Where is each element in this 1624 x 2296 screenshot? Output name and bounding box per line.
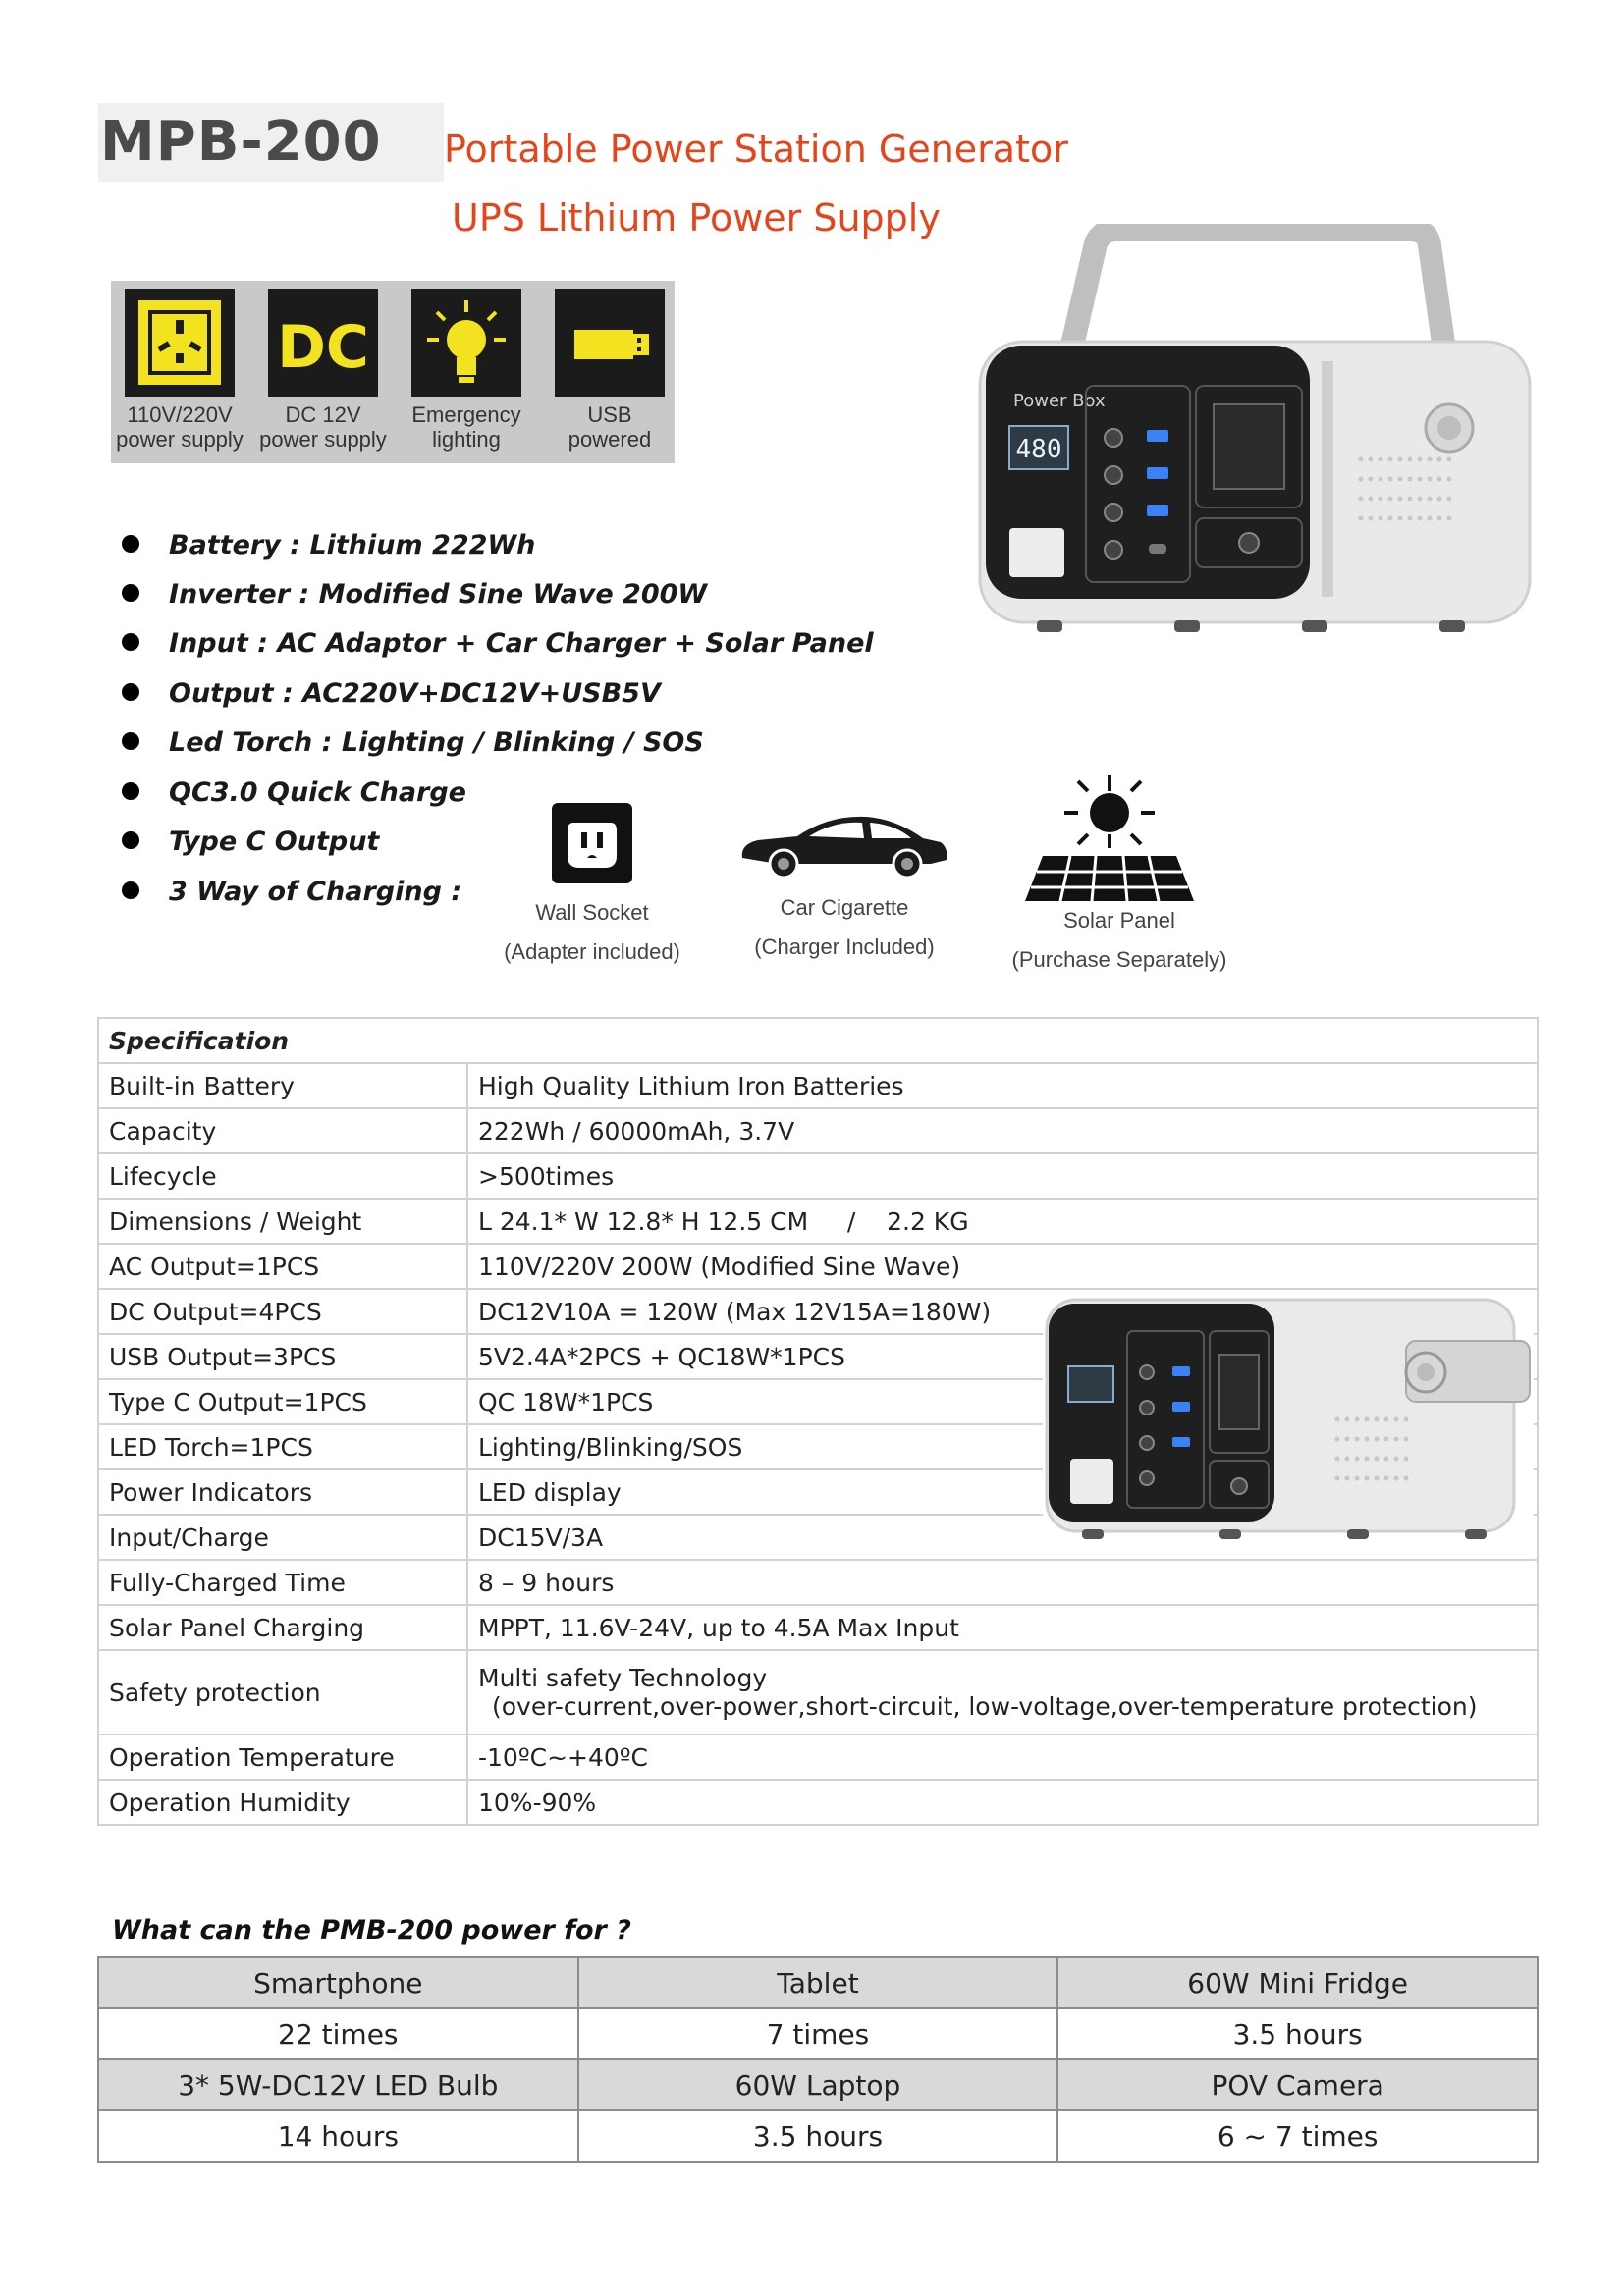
table-row — [98, 1199, 1538, 1244]
spec-key: DC Output=4PCS — [98, 1289, 467, 1334]
feature-light-line2: lighting — [432, 427, 501, 452]
power-cell: 60W Mini Fridge — [1057, 1957, 1538, 2008]
spec-value: L 24.1* W 12.8* H 12.5 CM / 2.2 KG — [467, 1199, 1538, 1244]
spec-title: Specification — [98, 1018, 1538, 1063]
power-cell: 7 times — [578, 2008, 1058, 2059]
spec-value-safety — [467, 1650, 1538, 1735]
power-cell: 14 hours — [98, 2110, 578, 2162]
spec-value: >500times — [467, 1153, 1538, 1199]
charging-solar-line2: (Purchase Separately) — [1011, 947, 1227, 972]
bullet-dot — [122, 683, 139, 701]
spec-key: Fully-Charged Time — [98, 1560, 467, 1605]
table-row — [98, 1605, 1538, 1650]
bullet-dot — [122, 782, 139, 800]
spec-value: 5V2.4A*2PCS + QC18W*1PCS — [467, 1334, 1538, 1379]
feature-dc-line1: DC 12V — [285, 402, 361, 427]
table-row — [98, 2059, 1538, 2110]
table-row — [98, 1063, 1538, 1108]
spec-key: Capacity — [98, 1108, 467, 1153]
bullet-inverter — [122, 579, 707, 610]
spec-key: AC Output=1PCS — [98, 1244, 467, 1289]
power-cell: 22 times — [98, 2008, 578, 2059]
charging-car-line1: Car Cigarette — [780, 895, 909, 920]
bullet-battery — [122, 530, 535, 561]
charging-wall — [469, 893, 715, 972]
feature-ac — [111, 281, 248, 463]
spec-key: USB Output=3PCS — [98, 1334, 467, 1379]
power-cell: Smartphone — [98, 1957, 578, 2008]
spec-value: Lighting/Blinking/SOS — [467, 1424, 1538, 1469]
power-cell: POV Camera — [1057, 2059, 1538, 2110]
spec-title-row — [98, 1018, 1538, 1063]
feature-usb — [541, 281, 678, 463]
wall-socket-icon — [552, 803, 632, 883]
bullet-dot — [122, 535, 139, 553]
spec-key: Dimensions / Weight — [98, 1199, 467, 1244]
table-row — [98, 2110, 1538, 2162]
bullet-text: Inverter : Modified Sine Wave 200W — [169, 579, 708, 610]
bullet-qc — [122, 777, 466, 808]
safety-line2: (over-current,over-power,short-circuit, low-voltage,over-temperature protection) — [492, 1692, 1478, 1721]
feature-usb-line1: USB — [587, 402, 632, 427]
spec-value: DC12V10A = 120W (Max 12V15A=180W) — [467, 1289, 1538, 1334]
safety-line1: Multi safety Technology — [478, 1664, 768, 1692]
usb-icon — [555, 289, 665, 397]
spec-key: Operation Temperature — [98, 1735, 467, 1780]
device-brand: Power Box — [1013, 391, 1106, 411]
power-heading: What can the PMB-200 power for ? — [112, 1915, 631, 1946]
feature-dc-line2: power supply — [259, 427, 387, 452]
spec-value: DC15V/3A — [467, 1515, 1538, 1560]
bullet-text: Battery : Lithium 222Wh — [169, 530, 536, 561]
charging-car-line2: (Charger Included) — [754, 934, 935, 959]
power-cell: Tablet — [578, 1957, 1058, 2008]
product-image — [978, 224, 1540, 656]
feature-strip — [111, 281, 675, 463]
bullet-text: Led Torch : Lighting / Blinking / SOS — [169, 727, 704, 758]
spec-value: 10%-90% — [467, 1780, 1538, 1825]
dc-icon — [268, 289, 378, 397]
spec-key: Lifecycle — [98, 1153, 467, 1199]
bullet-torch — [122, 727, 704, 758]
spec-key: LED Torch=1PCS — [98, 1424, 467, 1469]
bullet-text: 3 Way of Charging : — [169, 877, 462, 907]
feature-light — [398, 281, 535, 463]
spec-key: Solar Panel Charging — [98, 1605, 467, 1650]
charging-wall-line2: (Adapter included) — [504, 939, 680, 964]
car-icon — [738, 809, 950, 881]
power-cell: 6 ~ 7 times — [1057, 2110, 1538, 2162]
ac-outlet-icon — [125, 289, 235, 397]
bullet-dot — [122, 732, 139, 750]
table-row-safety — [98, 1650, 1538, 1735]
spec-value: LED display — [467, 1469, 1538, 1515]
table-row — [98, 2008, 1538, 2059]
charging-solar-line1: Solar Panel — [1063, 908, 1175, 933]
bullet-dot — [122, 633, 139, 651]
power-cell: 3.5 hours — [1057, 2008, 1538, 2059]
model-name: MPB-200 — [100, 110, 382, 174]
spec-key: Input/Charge — [98, 1515, 467, 1560]
bullet-output — [122, 678, 661, 709]
bullet-dot — [122, 831, 139, 849]
spec-value: 8 – 9 hours — [467, 1560, 1538, 1605]
product-title-line1: Portable Power Station Generator — [444, 128, 1068, 171]
dc-icon-text: DC — [277, 313, 369, 382]
spec-key: Power Indicators — [98, 1469, 467, 1515]
table-row — [98, 1780, 1538, 1825]
table-row — [98, 1957, 1538, 2008]
spec-value: High Quality Lithium Iron Batteries — [467, 1063, 1538, 1108]
charging-car — [722, 888, 967, 967]
light-bulb-icon — [411, 289, 521, 397]
spec-value: -10ºC~+40ºC — [467, 1735, 1538, 1780]
bullet-charging — [122, 877, 461, 907]
power-cell: 60W Laptop — [578, 2059, 1058, 2110]
spec-value: QC 18W*1PCS — [467, 1379, 1538, 1424]
feature-usb-line2: powered — [568, 427, 652, 452]
bullet-text: Output : AC220V+DC12V+USB5V — [169, 678, 661, 709]
product-title-line2: UPS Lithium Power Supply — [452, 196, 941, 240]
table-row — [98, 1108, 1538, 1153]
bullet-typec — [122, 827, 379, 857]
feature-ac-line2: power supply — [116, 427, 244, 452]
charging-solar — [992, 901, 1247, 980]
bullet-input — [122, 628, 874, 659]
feature-ac-line1: 110V/220V — [127, 402, 233, 427]
table-row — [98, 1735, 1538, 1780]
power-cell: 3* 5W-DC12V LED Bulb — [98, 2059, 578, 2110]
power-table — [97, 1956, 1539, 2163]
bullet-text: Type C Output — [169, 827, 380, 857]
spec-value: 110V/220V 200W (Modified Sine Wave) — [467, 1244, 1538, 1289]
table-row — [98, 1244, 1538, 1289]
spec-key: Safety protection — [98, 1650, 467, 1735]
table-row — [98, 1153, 1538, 1199]
spec-value: MPPT, 11.6V-24V, up to 4.5A Max Input — [467, 1605, 1538, 1650]
spec-value: 222Wh / 60000mAh, 3.7V — [467, 1108, 1538, 1153]
solar-panel-icon — [1021, 774, 1198, 909]
spec-key: Type C Output=1PCS — [98, 1379, 467, 1424]
power-cell: 3.5 hours — [578, 2110, 1058, 2162]
product-image-front — [1043, 1292, 1534, 1549]
table-row — [98, 1560, 1538, 1605]
feature-light-line1: Emergency — [411, 402, 521, 427]
device-display: 480 — [1015, 435, 1062, 464]
feature-dc — [254, 281, 392, 463]
bullet-dot — [122, 584, 139, 602]
bullet-dot — [122, 881, 139, 899]
spec-key: Operation Humidity — [98, 1780, 467, 1825]
bullet-text: Input : AC Adaptor + Car Charger + Solar Panel — [169, 628, 874, 659]
spec-key: Built-in Battery — [98, 1063, 467, 1108]
bullet-text: QC3.0 Quick Charge — [169, 777, 466, 808]
charging-wall-line1: Wall Socket — [535, 900, 649, 925]
